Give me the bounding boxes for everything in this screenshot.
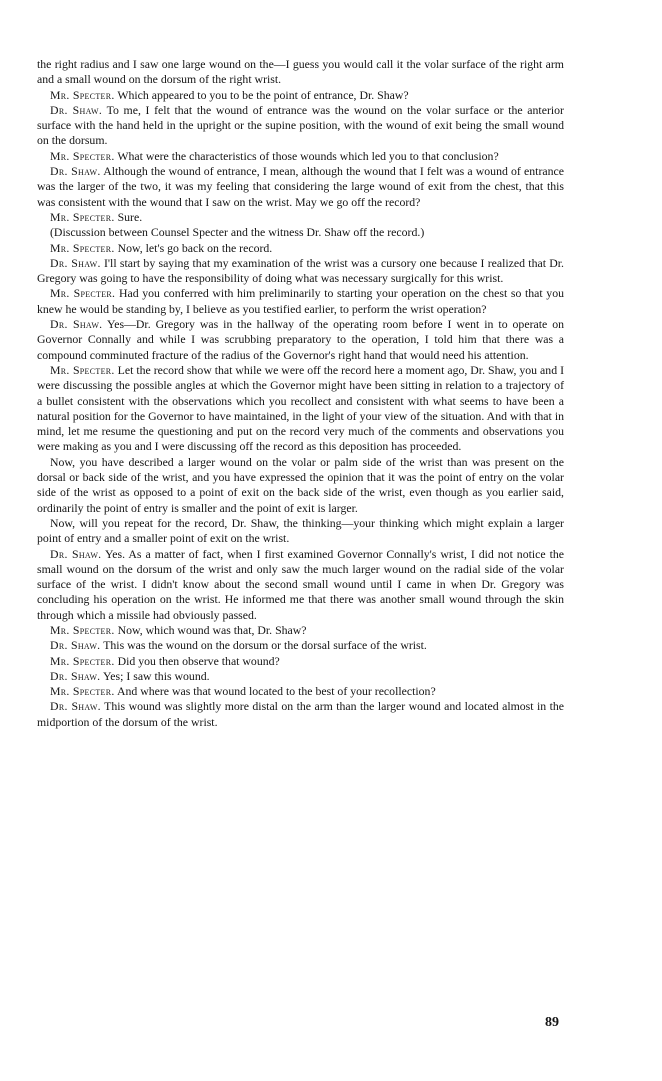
speaker-label: Dr. Shaw. xyxy=(50,699,101,714)
paragraph-text: (Discussion between Counsel Specter and the witness Dr. Shaw off the record.) xyxy=(50,225,425,240)
speaker-label: Dr. Shaw. xyxy=(50,102,103,117)
paragraph-text: Yes; I saw this wound. xyxy=(102,668,210,683)
speaker-label: Mr. Specter. xyxy=(50,653,115,668)
paragraph xyxy=(37,669,564,684)
paragraph-text: Although the wound of entrance, I mean, although the wound that I felt was a wound of entrance was the larger of the two, it was my feeling that considering the large wound of exit from the chest, that this was consistent with the wound that I saw on the wrist. May we go off the record? xyxy=(37,164,564,209)
speaker-label: Dr. Shaw. xyxy=(50,317,103,332)
paragraph xyxy=(37,88,564,103)
speaker-label: Dr. Shaw. xyxy=(50,546,102,561)
speaker-label: Dr. Shaw. xyxy=(50,164,101,179)
paragraph-text: Now, which wound was that, Dr. Shaw? xyxy=(117,622,307,637)
paragraph xyxy=(37,516,564,547)
paragraph-text: Now, let's go back on the record. xyxy=(117,240,273,255)
paragraph-text: Had you conferred with him preliminarily to starting your operation on the chest so that you knew he would be standing by, I believe as you testified earlier, to perform the wrist operation? xyxy=(37,286,564,316)
paragraph-text: Now, will you repeat for the record, Dr. Shaw, the thinking—your thinking which might explain a larger point of entry and a smaller point of exit on the wrist. xyxy=(37,515,564,546)
paragraph xyxy=(37,638,564,653)
paragraph xyxy=(37,103,564,149)
speaker-label: Mr. Specter. xyxy=(50,87,115,102)
paragraph xyxy=(37,210,564,225)
paragraph-text: Now, you have described a larger wound on the volar or palm side of the wrist than was present on the dorsal or back side of the wrist, and you have expressed the opinion that it was the point of entry on the volar side of the wrist as opposed to a point of exit on the back side of the wrist, even though as you earlier said, ordinarily the point of entry is smaller and the point of exit is larger. xyxy=(37,454,564,515)
paragraph-text: And where was that wound located to the best of your recollection? xyxy=(116,684,436,699)
paragraph-text: To me, I felt that the wound of entrance was the wound on the volar surface or the anterior surface with the hand held in the upright or the supine position, with the wound of exit being the small wound on the dorsum. xyxy=(37,102,564,148)
paragraph-text: I'll start by saying that my examination of the wrist was a cursory one because I realized that Dr. Gregory was going to have the responsibility of doing what was necessary surgically for this wrist. xyxy=(37,255,564,286)
paragraph-text: Yes. As a matter of fact, when I first examined Governor Connally's wrist, I did not notice the small wound on the dorsum of the wrist and only saw the much larger wound on the radial side of the volar surface of the wrist. I didn't know about the second small wound until I came in when Dr. Gregory was concluding his operation on the wrist. He informed me that there was another small wound through the skin through which a missile had obviously passed. xyxy=(37,546,564,622)
paragraph xyxy=(37,363,564,455)
speaker-label: Mr. Specter. xyxy=(50,622,115,637)
paragraph-text: Did you then observe that wound? xyxy=(117,653,280,668)
paragraph-text: This wound was slightly more distal on the arm than the larger wound and located almost in the midportion of the dorsum of the wrist. xyxy=(37,699,564,729)
transcript-page xyxy=(37,57,564,730)
paragraph-text: This was the wound on the dorsum or the dorsal surface of the wrist. xyxy=(103,638,427,653)
paragraph-text: Yes—Dr. Gregory was in the hallway of the operating room before I went in to operate on Governor Connally and while I was scrubbing preparatory to the operation, I told him that there was a compound comminuted fracture of the radius of the Governor's right hand that would need his attention. xyxy=(37,317,564,362)
speaker-label: Mr. Specter. xyxy=(50,684,115,699)
paragraph xyxy=(37,684,564,699)
speaker-label: Dr. Shaw. xyxy=(50,668,101,683)
paragraph xyxy=(37,225,564,240)
paragraph xyxy=(37,654,564,669)
paragraph xyxy=(37,57,564,88)
speaker-label: Mr. Specter. xyxy=(50,148,115,163)
speaker-label: Mr. Specter. xyxy=(50,209,115,224)
paragraph xyxy=(37,149,564,164)
speaker-label: Mr. Specter. xyxy=(50,240,115,255)
paragraph-text: Which appeared to you to be the point of entrance, Dr. Shaw? xyxy=(117,87,409,102)
paragraph-text: What were the characteristics of those wounds which led you to that conclusion? xyxy=(117,148,499,163)
paragraph xyxy=(37,547,564,623)
paragraph xyxy=(37,623,564,638)
paragraph xyxy=(37,241,564,256)
paragraph xyxy=(37,164,564,210)
paragraph-text: the right radius and I saw one large wound on the—I guess you would call it the volar surface of the right arm and a small wound on the dorsum of the right wrist. xyxy=(37,57,564,87)
paragraph xyxy=(37,256,564,287)
paragraph xyxy=(37,699,564,730)
page-number: 89 xyxy=(545,1015,559,1030)
paragraph-text: Sure. xyxy=(117,209,143,224)
paragraph xyxy=(37,286,564,317)
speaker-label: Dr. Shaw. xyxy=(50,638,101,653)
speaker-label: Mr. Specter. xyxy=(50,286,116,301)
paragraph xyxy=(37,317,564,363)
paragraph-text: Let the record show that while we were off the record here a moment ago, Dr. Shaw, you and I were discussing the possible angles at which the Governor might have been sitting in relation to a trajectory of a bullet consistent with the observations which you recollect and consistent with what seems to have been a natural position for the Governor to have maintained, in the light of your view of the situation. And with that in mind, let me resume the questioning and put on the record very much of the comments and observations you were making as you and I were discussing off the record as this deposition has proceeded. xyxy=(37,362,564,454)
speaker-label: Dr. Shaw. xyxy=(50,255,101,270)
paragraph xyxy=(37,455,564,516)
speaker-label: Mr. Specter. xyxy=(50,362,115,377)
